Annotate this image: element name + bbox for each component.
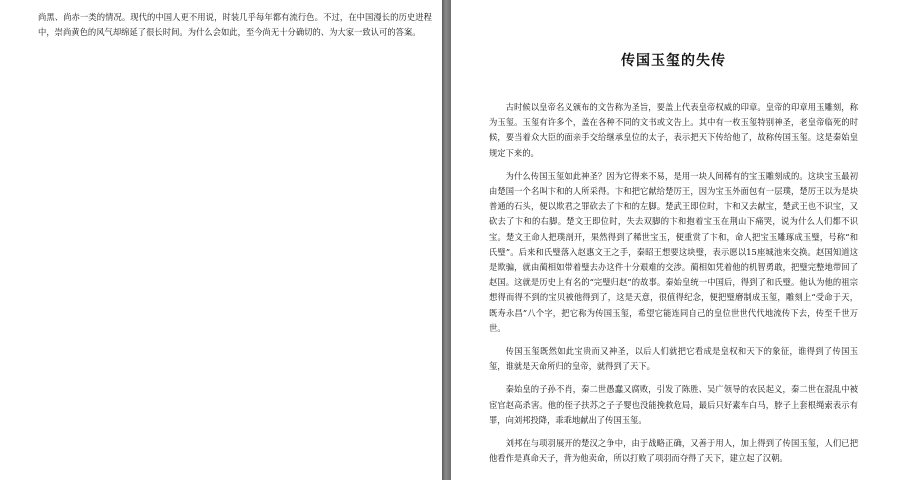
paragraph-5: 刘邦在与项羽展开的楚汉之争中，由于战略正确，又善于用人，加上得到了传国玉玺，人们已把他看作是真命天子，背为他卖命，所以打败了项羽而夺得了天下，建立起了汉朝。 <box>489 438 858 464</box>
page-title: 传国玉玺的失传 <box>621 53 726 69</box>
paragraph-1: 古时候以皇帝名义颁布的文告称为圣旨，要盖上代表皇帝权威的印章。皇帝的印章用玉雕刻，称为玉玺。玉玺有许多个，盖在各种不同的文书或文告上。其中有一枚玉玺特别神圣，老皇帝临死的时候，要当着众大臣的面亲手交给继承皇位的太子，表示把天下传给他了，故称传国玉玺。这是秦始皇规定下来的。 <box>489 102 858 158</box>
paragraph-2: 为什么传国玉玺如此神圣？因为它得来不易，是用一块人间稀有的宝玉雕刻成的。这块宝玉最初由楚国一个名叫卞和的人所采得。卞和把它献给楚厉王，因为宝玉外面包有一层璞，楚厉王以为是块普通的石头，便以欺君之罪砍去了卞和的左脚。楚武王即位时，卞和又去献宝，楚武王也不识宝，又砍去了卞和的右脚。楚文王即位时，失去双脚的卞和抱着宝玉在荆山下痛哭，说为什么人们都不识宝。楚文王命人把璞剖开，果然得到了稀世宝玉，便重赏了卞和，命人把宝玉雕琢成玉璧，号称“和氏璧”。后来和氏璧落入赵惠文王之手，秦昭王想要这块璧，表示愿以15座城池来交换。赵国知道这是欺骗，就由蔺相如带着璧去办这件十分艰难的交涉。蔺相如凭着他的机智勇敢，把璧完整地带回了赵国。这就是历史上有名的“完璧归赵”的故事。秦始皇统一中国后，得到了和氏璧。他认为他的祖宗想得而得不到的宝贝被他得到了，这是天意，很值得纪念，便把璧磨制成玉玺，雕刻上“受命于天，既寿永昌”八个字，把它称为传国玉玺，希望它能连同自己的皇位世世代代地流传下去，传至千世万世。 <box>489 170 858 333</box>
continued-text: 尚黑、尚赤一类的情况。现代的中国人更不用说，时装几乎每年都有流行色。不过，在中国漫长的历史进程中，崇尚黄色的风气却绵延了很长时间。为什么会如此，至今尚无十分确切的、为大家一致认可的答案。 <box>38 12 432 37</box>
right-page <box>451 0 898 480</box>
page-gap <box>442 0 451 480</box>
left-page <box>0 0 442 480</box>
paragraph-4: 秦始皇的子孙不肖，秦二世愚蠢又腐败，引发了陈胜、吴广领导的农民起义，秦二世在混乱中被宦官赵高杀害。他的侄子扶苏之子子婴也没能挽救危局，最后只好素车白马，脖子上套根绳索表示有罪，向刘邦投降，乖乖地献出了传国玉玺。 <box>489 384 858 425</box>
paragraph-3: 传国玉玺既然如此宝贵而又神圣，以后人们就把它看成是皇权和天下的象征，谁得到了传国玉玺，谁就是天命所归的皇帝，就得到了天下。 <box>489 346 858 372</box>
